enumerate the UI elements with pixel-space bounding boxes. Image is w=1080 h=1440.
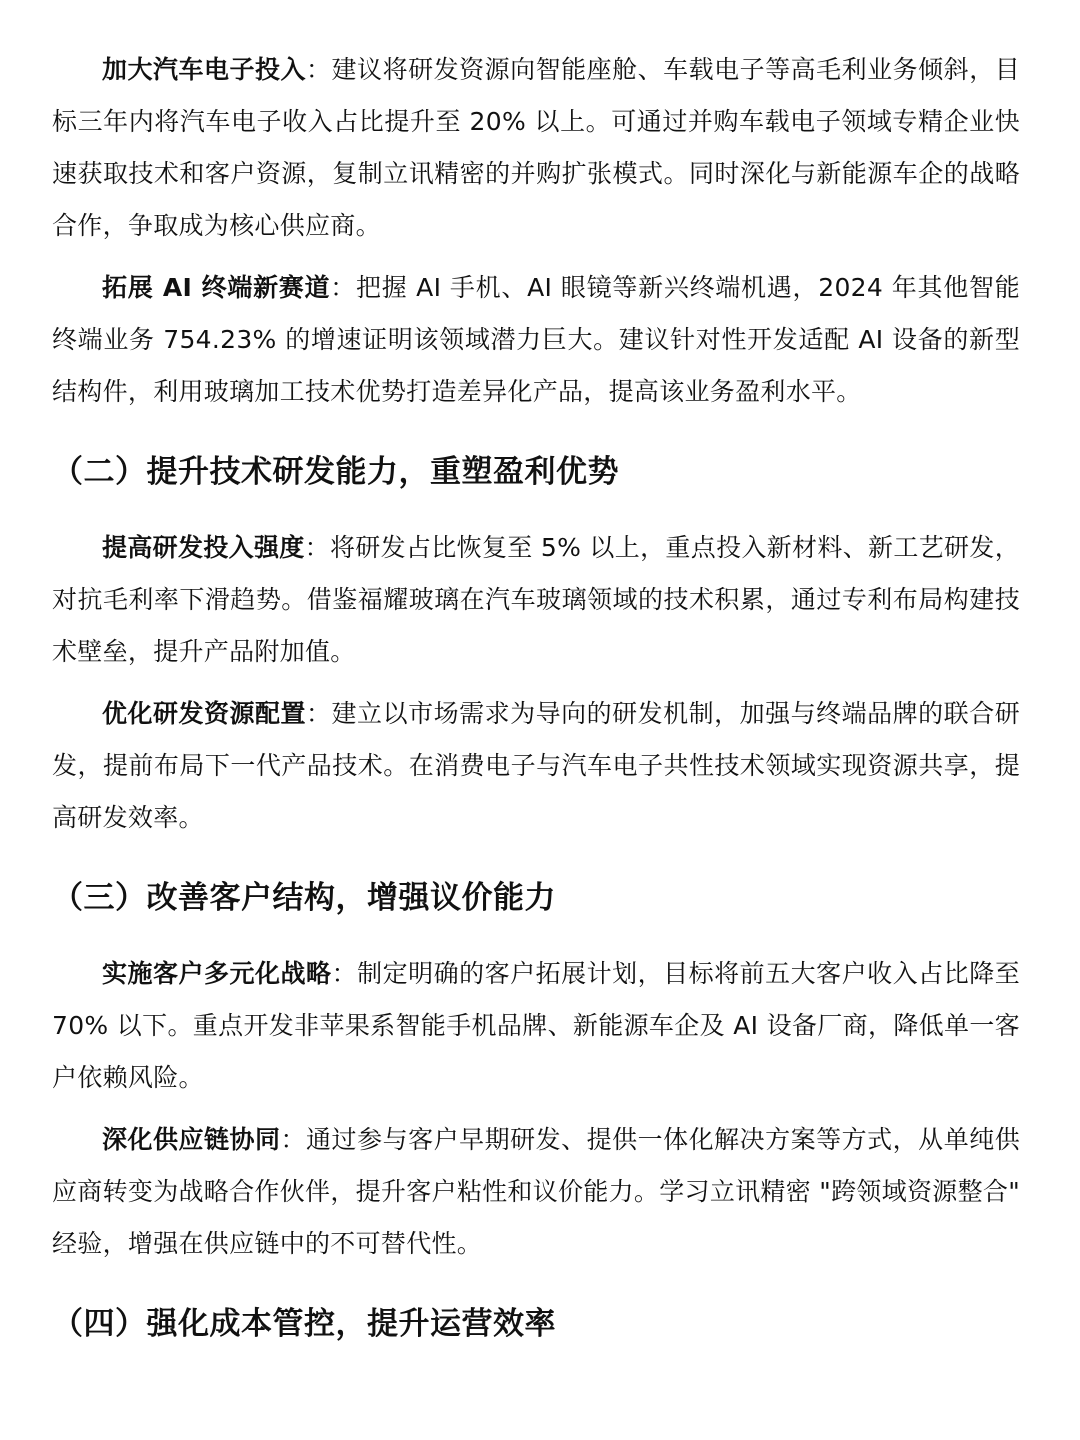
paragraph-lead: 提高研发投入强度 xyxy=(102,533,305,562)
paragraph-rd-intensity xyxy=(52,522,1020,678)
paragraph-ai-terminal xyxy=(52,262,1020,418)
paragraph-rd-allocation xyxy=(52,688,1020,844)
paragraph-body: ：建议将研发资源向智能座舱、车载电子等高毛利业务倾斜，目标三年内将汽车电子收入占比提升至 20% 以上。可通过并购车载电子领域专精企业快速获取技术和客户资源，复制立讯精密的并购扩张模式。同时深化与新能源车企的战略合作，争取成为核心供应商。 xyxy=(52,55,1020,240)
paragraph-lead: 拓展 AI 终端新赛道 xyxy=(102,273,331,302)
paragraph-customer-diversification xyxy=(52,948,1020,1104)
section-heading-3: （三）改善客户结构，增强议价能力 xyxy=(52,880,556,916)
paragraph-supply-chain xyxy=(52,1114,1020,1270)
paragraph-body: ：制定明确的客户拓展计划，目标将前五大客户收入占比降至 70% 以下。重点开发非苹果系智能手机品牌、新能源车企及 AI 设备厂商，降低单一客户依赖风险。 xyxy=(52,959,1021,1092)
paragraph-lead: 优化研发资源配置 xyxy=(102,699,307,728)
paragraph-body: ：把握 AI 手机、AI 眼镜等新兴终端机遇，2024 年其他智能终端业务 754.23% 的增速证明该领域潜力巨大。建议针对性开发适配 AI 设备的新型结构件，利用玻璃加工技术优势打造差异化产品，提高该业务盈利水平。 xyxy=(52,273,1020,406)
paragraph-lead: 加大汽车电子投入 xyxy=(102,55,307,84)
paragraph-lead: 深化供应链协同 xyxy=(102,1125,281,1154)
section-heading-2: （二）提升技术研发能力，重塑盈利优势 xyxy=(52,454,619,490)
paragraph-body: ：建立以市场需求为导向的研发机制，加强与终端品牌的联合研发，提前布局下一代产品技术。在消费电子与汽车电子共性技术领域实现资源共享，提高研发效率。 xyxy=(52,699,1020,832)
paragraph-body: ：将研发占比恢复至 5% 以上，重点投入新材料、新工艺研发，对抗毛利率下滑趋势。借鉴福耀玻璃在汽车玻璃领域的技术积累，通过专利布局构建技术壁垒，提升产品附加值。 xyxy=(52,533,1020,666)
paragraph-body: ：通过参与客户早期研发、提供一体化解决方案等方式，从单纯供应商转变为战略合作伙伴，提升客户粘性和议价能力。学习立讯精密 "跨领域资源整合" 经验，增强在供应链中的不可替代性。 xyxy=(52,1125,1020,1258)
document-page xyxy=(52,44,1020,1374)
paragraph-auto-electronics xyxy=(52,44,1020,252)
section-heading-4: （四）强化成本管控，提升运营效率 xyxy=(52,1306,556,1342)
paragraph-lead: 实施客户多元化战略 xyxy=(102,959,332,988)
